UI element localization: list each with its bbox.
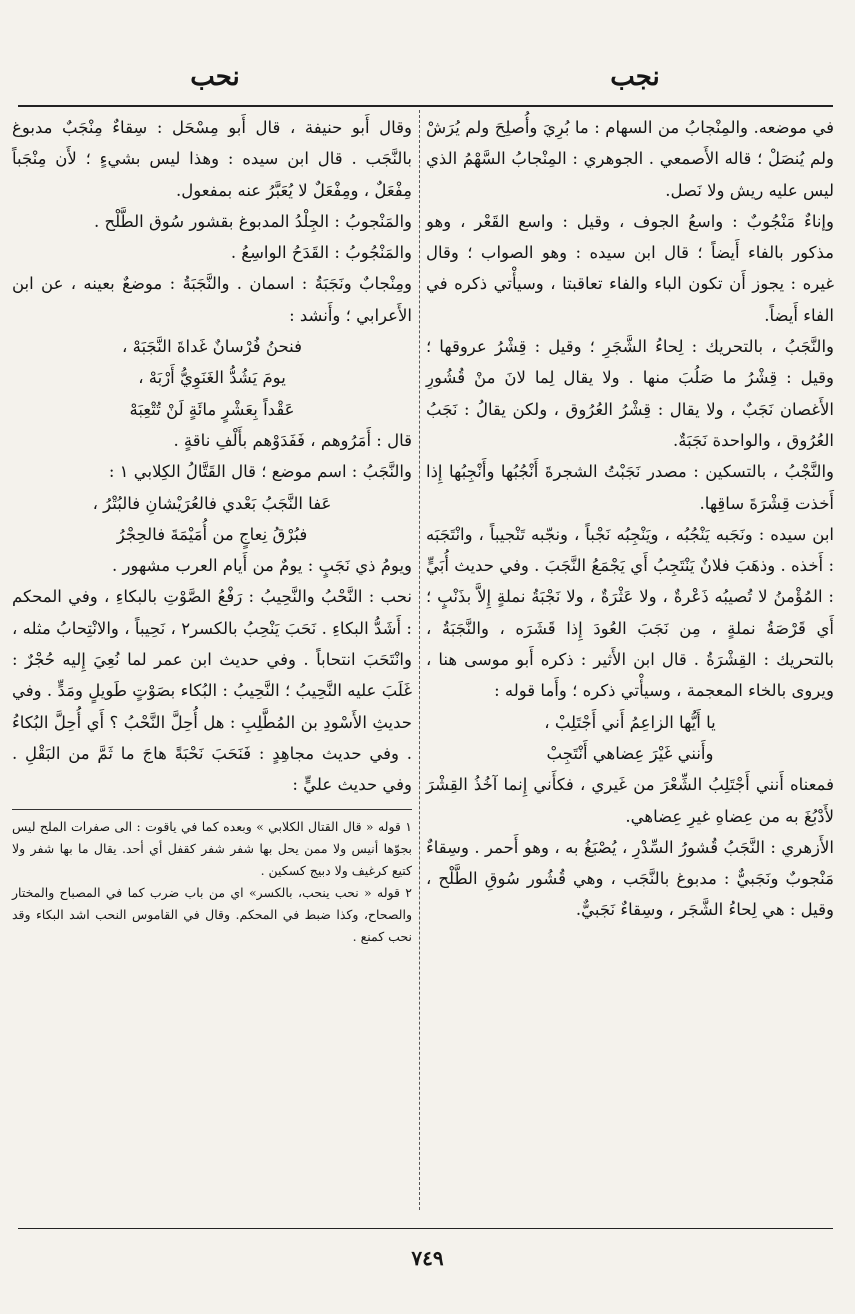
footer-rule (18, 1228, 833, 1229)
header-keyword-right: نجب (610, 62, 660, 92)
verse-line: فبُرْقُ نِعاجٍ من أُمَيْمَةَ فالحِجْرُ (116, 524, 308, 544)
paragraph: الأَزهري : النَّجَبُ قُشورُ السِّدْرِ ، يُصْبَغُ به ، وهو أَحمر . وسِقاءٌ مَنْجوبٌ ونَجَبيٌّ : مدبوغ بالنَّجَب ، وهي قُشُور سُوقِ الطَّلْح ، وقيل : هي لِحاءُ الشَّجَر ، وسِقاءٌ نَجَبيٌّ. (426, 837, 834, 920)
footnote: ١ قوله « قال القتال الكلابي » وبعده كما في ياقوت : الى صفرات الملح ليس بجوّها أنيس ولا ممن يحل بها شفر شفر كقفل أي أحد. يقال ما بها شفر ولا كتيع كرغيف ولا دبيج كسكين . (12, 818, 412, 878)
column-divider (419, 110, 421, 1210)
paragraph: ومِنْجابٌ ونَجَبَةُ : اسمان . والنَّجَبَةُ : موضعٌ بعينه ، عن ابن الأَعرابي ؛ وأَنشد : (12, 274, 412, 325)
paragraph: في موضعه. والمِنْجابُ من السهام : ما بُرِيَ وأُصلِحَ ولم يُرَشْ ولم يُنصَلْ ؛ قاله الأَصمعي . الجوهري : المِنْجابُ السَّهْمُ الذي ليس عليه ريش ولا نَصل. (426, 118, 834, 200)
left-column (12, 112, 412, 948)
verse-line: عَقْداً بِعَشْرٍ مائَةٍ لَنْ تُتْعِبَهْ (129, 399, 295, 419)
page-number: ٧٤٩ (411, 1246, 444, 1270)
verse-line: يا أَيُّها الزاعِمُ أَني أَجْتَلِبْ ، (544, 712, 716, 732)
right-column (426, 112, 834, 926)
paragraph: قال : أَمَرُوهم ، فَفَدَوْهم بأَلْفِ ناقةٍ . (173, 430, 412, 450)
verse-line: فنحنُ فُرْسانٌ غَداةَ النَّجَبَهْ ، (122, 337, 302, 357)
paragraph: والنَّجَبُ ، بالتحريك : لِحاءُ الشَّجَرِ ؛ وقيل : قِشْرُ عروقها ؛ وقيل : قِشْرُ ما صَلُبَ منها . ولا يقال لِما لانَ منْ قُشُورِ الأَغصان نَجَبٌ ، ولا يقال : قِشْرُ العُرُوق ، ولكن يقالُ : نَجَبُ العُرُوق ، والواحدة نَجَبَةٌ. (426, 337, 834, 450)
paragraph: ابن سيده : ونَجَبه يَنْجُبُه ، ويَنْجِبُه نَجْباً ، ونجّبه تَنْجيباً ، وانْتَجَبَه : أَخذه . وذهَبَ فلانٌ يَنْتَجِبُ أَي يَجْمَعُ النَّجَبَ . وفي حديث أُبَيٍّ : المُؤْمنُ لا تُصيبُه ذَعْرةٌ ، ولا عَثْرَةٌ ، ولا نَجْبَةُ نملةٍ إِلاَّ بذَنْبٍ ؛ أَي قَرْصَةُ نملةٍ ، مِن نَجَبَ العُودَ إِذا قَشَرَه ، والنَّجَبَةُ ، بالتحريك : القِشْرَةُ . قال ابن الأَثير : ذكره أَبو موسى هنا ، ويروى بالخاء المعجمة ، وسيأْتي ذكره ؛ وأَما قوله : (426, 524, 834, 701)
paragraph: والمَنْجوبُ : الجِلْدُ المدبوغ بقشور سُوق الطَّلْح . (93, 211, 412, 231)
paragraph: نحب : النَّحْبُ والنَّحِيبُ : رَفْعُ الصَّوْتِ بالبكاءِ ، وفي المحكم : أَشَدُّ البكاءِ . نَحَبَ يَنْحِبُ بالكسر٢ ، نَحِيباً ، والانْتِحابُ مثله ، وانْتَحَبَ انتحاباً . وفي حديث ابن عمر لما نُعِيَ إِليه حُجْرٌ : غَلَبَ عليه النَّحِيبُ ؛ النَّحِيبُ : البُكاء بصَوْتٍ طَويلٍ ومَدٍّ . وفي حديثِ الأَسْودِ بن المُطَّلِبِ : هل أُحِلَّ النَّحْبُ ؟ أَي أُحِلَّ البُكاءُ . وفي حديث مجاهِدٍ : فَنَحَبَ نَحْبَةً هاجَ ما ثَمَّ من البَقْلِ . وفي حديث عليٍّ : (12, 587, 412, 795)
paragraph: وقال أَبو حنيفة ، قال أَبو مِسْحَل : سِقاءٌ مِنْجَبٌ مدبوغ بالنَّجَب . قال ابن سيده : وهذا ليس بشيءٍ ؛ لأَن مِنْجَباً مِفْعَلٌ ، ومِفْعَلٌ لا يُعَبَّرُ عنه بمفعول. (12, 118, 412, 200)
footnote-rule (12, 809, 412, 810)
footnote: ٢ قوله « نحب ينحب، بالكسر» اي من باب ضرب كما في المصباح والمختار والصحاح، وكذا ضبط في المحكم. وقال في القاموس النحب اشد البكاء وقد نحب كمنع . (12, 884, 412, 944)
paragraph: والنَّجْبُ ، بالتسكين : مصدر نَجَبْتُ الشجرةَ أَنْجُبُها وأَنْجِبُها إِذا أَخذت قِشْرَةَ ساقِها. (426, 462, 834, 513)
paragraph: وإناءٌ مَنْجُوبٌ : واسعُ الجوف ، وقيل : واسع القَعْر ، وهو مذكور بالفاء أَيضاً ؛ قال ابن سيده : وهو الصواب ؛ وقال غيره : يجوز أَن تكون الباء والفاء تعاقبتا ، وسيأْتي ذكره في الفاء أَيضاً. (426, 211, 834, 325)
paragraph: والمَنْجُوبُ : القَدَحُ الواسِعُ . (230, 243, 412, 263)
header-keyword-left: نحب (190, 62, 240, 92)
paragraph: فمعناه أَنني أَجْتَلِبُ الشِّعْرَ من غَيري ، فكأَني إِنما آخُذُ القِشْرَ لأَدْبُغَ به من عِضاهِ غيرِ عِضاهي. (426, 775, 834, 826)
verse-line: عَفا النَّجَبُ بَعْدي فالعُرَيْشانِ فالبُتْرُ ، (92, 493, 332, 513)
verse-line: وأَنني غَيْرَ عِضاهي أَنْتَجِبْ (546, 743, 714, 763)
header-rule (18, 105, 833, 107)
paragraph: ويومُ ذي نَجَبٍ : يومٌ من أَيام العرب مشهور . (111, 556, 412, 576)
paragraph: والنَّجَبُ : اسم موضع ؛ قال القَتَّالُ الكِلابي ١ : (108, 462, 412, 482)
verse-line: يومَ يَشُدُّ الغَنَوِيُّ أَرْبَهْ ، (138, 368, 286, 388)
